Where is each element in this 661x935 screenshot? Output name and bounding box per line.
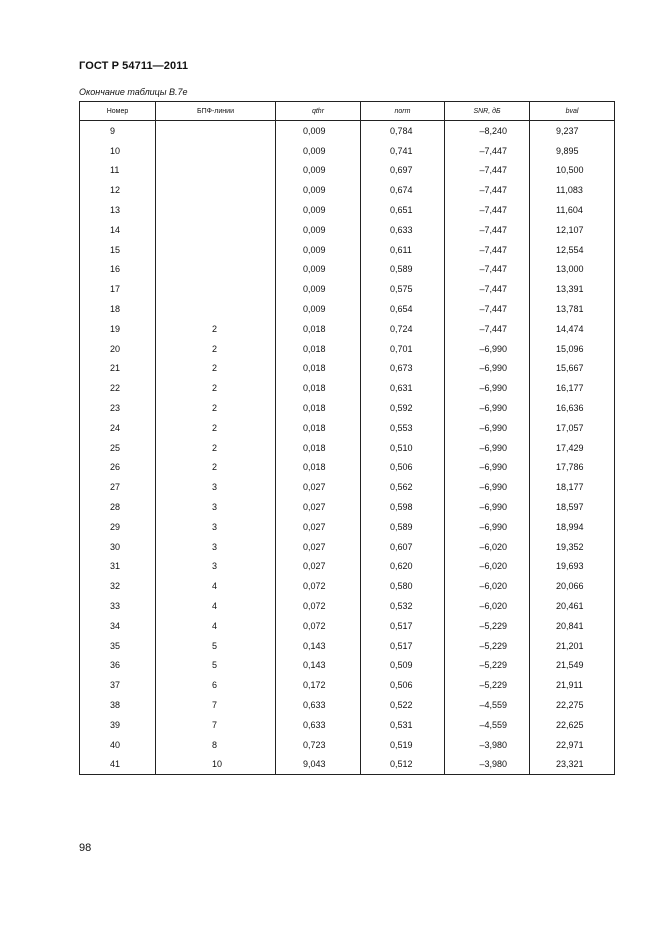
- cell-bval: 21,911: [530, 675, 615, 695]
- table-row: [80, 220, 615, 240]
- column-header-snr: SNR, дБ: [445, 102, 530, 121]
- cell-snr: –6,020: [445, 596, 530, 616]
- table-row: [80, 616, 615, 636]
- cell-norm: 0,784: [361, 121, 445, 141]
- cell-fft-lines: 7: [156, 715, 276, 735]
- cell-snr: –5,229: [445, 675, 530, 695]
- table-row: [80, 260, 615, 280]
- cell-bval: 22,971: [530, 735, 615, 755]
- cell-snr: –7,447: [445, 200, 530, 220]
- cell-fft-lines: 2: [156, 378, 276, 398]
- cell-fft-lines: 3: [156, 557, 276, 577]
- cell-number: 9: [80, 121, 156, 141]
- cell-bval: 16,636: [530, 398, 615, 418]
- cell-fft-lines: 4: [156, 596, 276, 616]
- cell-snr: –6,990: [445, 398, 530, 418]
- cell-snr: –6,020: [445, 576, 530, 596]
- cell-norm: 0,654: [361, 299, 445, 319]
- cell-bval: 11,604: [530, 200, 615, 220]
- table-header-row: [80, 102, 615, 121]
- cell-bval: 22,625: [530, 715, 615, 735]
- cell-bval: 20,461: [530, 596, 615, 616]
- cell-number: 23: [80, 398, 156, 418]
- cell-bval: 22,275: [530, 695, 615, 715]
- cell-qthr: 0,009: [276, 279, 361, 299]
- cell-fft-lines: 4: [156, 576, 276, 596]
- cell-snr: –7,447: [445, 141, 530, 161]
- table-row: [80, 656, 615, 676]
- cell-snr: –7,447: [445, 299, 530, 319]
- cell-snr: –6,990: [445, 517, 530, 537]
- cell-qthr: 0,009: [276, 180, 361, 200]
- cell-qthr: 0,027: [276, 477, 361, 497]
- cell-norm: 0,575: [361, 279, 445, 299]
- cell-number: 24: [80, 418, 156, 438]
- cell-norm: 0,517: [361, 636, 445, 656]
- cell-number: 22: [80, 378, 156, 398]
- cell-snr: –6,990: [445, 497, 530, 517]
- cell-fft-lines: 2: [156, 339, 276, 359]
- cell-number: 35: [80, 636, 156, 656]
- table-row: [80, 695, 615, 715]
- cell-snr: –7,447: [445, 180, 530, 200]
- cell-number: 41: [80, 755, 156, 775]
- cell-number: 33: [80, 596, 156, 616]
- cell-number: 25: [80, 438, 156, 458]
- cell-number: 38: [80, 695, 156, 715]
- table-row: [80, 299, 615, 319]
- cell-qthr: 0,018: [276, 319, 361, 339]
- cell-number: 14: [80, 220, 156, 240]
- cell-number: 12: [80, 180, 156, 200]
- cell-number: 28: [80, 497, 156, 517]
- cell-norm: 0,631: [361, 378, 445, 398]
- table-row: [80, 636, 615, 656]
- cell-number: 10: [80, 141, 156, 161]
- cell-bval: 23,321: [530, 755, 615, 775]
- cell-snr: –5,229: [445, 616, 530, 636]
- cell-bval: 9,895: [530, 141, 615, 161]
- cell-number: 18: [80, 299, 156, 319]
- cell-norm: 0,620: [361, 557, 445, 577]
- cell-qthr: 0,018: [276, 339, 361, 359]
- table-row: [80, 596, 615, 616]
- cell-snr: –7,447: [445, 319, 530, 339]
- cell-bval: 20,066: [530, 576, 615, 596]
- cell-fft-lines: 2: [156, 458, 276, 478]
- cell-number: 34: [80, 616, 156, 636]
- table-row: [80, 240, 615, 260]
- table-body: [80, 121, 615, 775]
- cell-qthr: 0,633: [276, 695, 361, 715]
- cell-bval: 10,500: [530, 161, 615, 181]
- cell-bval: 17,057: [530, 418, 615, 438]
- column-header-number: Номер: [80, 102, 156, 121]
- cell-norm: 0,517: [361, 616, 445, 636]
- table-row: [80, 438, 615, 458]
- table-row: [80, 537, 615, 557]
- cell-norm: 0,562: [361, 477, 445, 497]
- cell-bval: 13,000: [530, 260, 615, 280]
- cell-norm: 0,580: [361, 576, 445, 596]
- cell-number: 40: [80, 735, 156, 755]
- cell-number: 32: [80, 576, 156, 596]
- cell-bval: 15,667: [530, 359, 615, 379]
- cell-norm: 0,589: [361, 260, 445, 280]
- cell-norm: 0,611: [361, 240, 445, 260]
- cell-fft-lines: 4: [156, 616, 276, 636]
- cell-fft-lines: [156, 220, 276, 240]
- cell-qthr: 0,072: [276, 576, 361, 596]
- cell-norm: 0,701: [361, 339, 445, 359]
- cell-snr: –6,990: [445, 418, 530, 438]
- cell-snr: –6,990: [445, 438, 530, 458]
- cell-qthr: 0,027: [276, 557, 361, 577]
- cell-fft-lines: [156, 260, 276, 280]
- cell-norm: 0,506: [361, 675, 445, 695]
- cell-qthr: 0,018: [276, 438, 361, 458]
- cell-snr: –6,020: [445, 537, 530, 557]
- cell-qthr: 0,009: [276, 141, 361, 161]
- cell-bval: 18,597: [530, 497, 615, 517]
- cell-bval: 16,177: [530, 378, 615, 398]
- cell-qthr: 0,072: [276, 596, 361, 616]
- cell-bval: 18,994: [530, 517, 615, 537]
- data-table: [79, 101, 615, 775]
- table-row: [80, 398, 615, 418]
- cell-fft-lines: [156, 121, 276, 141]
- cell-qthr: 0,143: [276, 636, 361, 656]
- table-caption: Окончание таблицы В.7е: [79, 87, 188, 97]
- cell-bval: 13,391: [530, 279, 615, 299]
- cell-snr: –6,020: [445, 557, 530, 577]
- cell-fft-lines: [156, 141, 276, 161]
- cell-norm: 0,531: [361, 715, 445, 735]
- cell-qthr: 0,633: [276, 715, 361, 735]
- cell-number: 17: [80, 279, 156, 299]
- cell-norm: 0,589: [361, 517, 445, 537]
- table-row: [80, 517, 615, 537]
- cell-bval: 15,096: [530, 339, 615, 359]
- cell-norm: 0,553: [361, 418, 445, 438]
- cell-qthr: 0,172: [276, 675, 361, 695]
- cell-qthr: 0,018: [276, 359, 361, 379]
- cell-fft-lines: [156, 180, 276, 200]
- column-header-bval: bval: [530, 102, 615, 121]
- cell-bval: 11,083: [530, 180, 615, 200]
- cell-norm: 0,522: [361, 695, 445, 715]
- cell-snr: –5,229: [445, 636, 530, 656]
- cell-qthr: 0,723: [276, 735, 361, 755]
- document-header: ГОСТ Р 54711—2011: [79, 60, 189, 72]
- cell-number: 11: [80, 161, 156, 181]
- cell-bval: 13,781: [530, 299, 615, 319]
- cell-fft-lines: 6: [156, 675, 276, 695]
- cell-qthr: 0,009: [276, 161, 361, 181]
- cell-bval: 21,549: [530, 656, 615, 676]
- table-row: [80, 735, 615, 755]
- cell-qthr: 0,018: [276, 398, 361, 418]
- cell-norm: 0,510: [361, 438, 445, 458]
- table-row: [80, 279, 615, 299]
- cell-qthr: 0,009: [276, 121, 361, 141]
- cell-fft-lines: 3: [156, 537, 276, 557]
- cell-fft-lines: 2: [156, 398, 276, 418]
- cell-qthr: 0,009: [276, 200, 361, 220]
- cell-fft-lines: 8: [156, 735, 276, 755]
- cell-snr: –7,447: [445, 279, 530, 299]
- cell-fft-lines: 5: [156, 636, 276, 656]
- cell-norm: 0,633: [361, 220, 445, 240]
- cell-fft-lines: [156, 240, 276, 260]
- table-row: [80, 418, 615, 438]
- cell-bval: 14,474: [530, 319, 615, 339]
- table-row: [80, 339, 615, 359]
- cell-snr: –6,990: [445, 458, 530, 478]
- table-row: [80, 141, 615, 161]
- table-row: [80, 121, 615, 141]
- cell-bval: 17,786: [530, 458, 615, 478]
- cell-snr: –3,980: [445, 735, 530, 755]
- cell-fft-lines: 2: [156, 418, 276, 438]
- cell-fft-lines: 2: [156, 319, 276, 339]
- cell-norm: 0,724: [361, 319, 445, 339]
- cell-snr: –4,559: [445, 715, 530, 735]
- cell-number: 21: [80, 359, 156, 379]
- cell-number: 39: [80, 715, 156, 735]
- column-header-qthr: qthr: [276, 102, 361, 121]
- cell-norm: 0,519: [361, 735, 445, 755]
- cell-norm: 0,607: [361, 537, 445, 557]
- cell-qthr: 0,018: [276, 418, 361, 438]
- cell-number: 30: [80, 537, 156, 557]
- cell-fft-lines: 7: [156, 695, 276, 715]
- cell-qthr: 0,143: [276, 656, 361, 676]
- page-number: 98: [79, 842, 92, 854]
- cell-number: 19: [80, 319, 156, 339]
- cell-qthr: 0,018: [276, 458, 361, 478]
- cell-norm: 0,506: [361, 458, 445, 478]
- cell-bval: 20,841: [530, 616, 615, 636]
- cell-snr: –8,240: [445, 121, 530, 141]
- cell-norm: 0,598: [361, 497, 445, 517]
- cell-bval: 17,429: [530, 438, 615, 458]
- cell-number: 26: [80, 458, 156, 478]
- cell-number: 13: [80, 200, 156, 220]
- table-row: [80, 359, 615, 379]
- table-row: [80, 378, 615, 398]
- cell-number: 29: [80, 517, 156, 537]
- cell-fft-lines: 10: [156, 755, 276, 775]
- cell-norm: 0,651: [361, 200, 445, 220]
- cell-fft-lines: [156, 299, 276, 319]
- table-row: [80, 458, 615, 478]
- cell-norm: 0,674: [361, 180, 445, 200]
- cell-qthr: 0,009: [276, 260, 361, 280]
- cell-snr: –7,447: [445, 240, 530, 260]
- cell-snr: –7,447: [445, 220, 530, 240]
- cell-number: 20: [80, 339, 156, 359]
- cell-norm: 0,697: [361, 161, 445, 181]
- cell-norm: 0,509: [361, 656, 445, 676]
- cell-norm: 0,512: [361, 755, 445, 775]
- cell-fft-lines: 2: [156, 359, 276, 379]
- cell-bval: 19,352: [530, 537, 615, 557]
- table-row: [80, 161, 615, 181]
- cell-qthr: 0,009: [276, 299, 361, 319]
- cell-qthr: 9,043: [276, 755, 361, 775]
- cell-norm: 0,532: [361, 596, 445, 616]
- cell-bval: 12,554: [530, 240, 615, 260]
- cell-snr: –3,980: [445, 755, 530, 775]
- cell-norm: 0,673: [361, 359, 445, 379]
- cell-norm: 0,592: [361, 398, 445, 418]
- cell-qthr: 0,009: [276, 220, 361, 240]
- cell-snr: –6,990: [445, 359, 530, 379]
- cell-qthr: 0,027: [276, 517, 361, 537]
- cell-qthr: 0,009: [276, 240, 361, 260]
- column-header-fft-lines: БПФ-линии: [156, 102, 276, 121]
- cell-bval: 18,177: [530, 477, 615, 497]
- table-row: [80, 200, 615, 220]
- cell-snr: –7,447: [445, 161, 530, 181]
- cell-number: 16: [80, 260, 156, 280]
- cell-snr: –4,559: [445, 695, 530, 715]
- cell-fft-lines: 3: [156, 477, 276, 497]
- table-row: [80, 319, 615, 339]
- cell-snr: –6,990: [445, 477, 530, 497]
- cell-snr: –5,229: [445, 656, 530, 676]
- table-row: [80, 180, 615, 200]
- cell-number: 37: [80, 675, 156, 695]
- cell-fft-lines: [156, 161, 276, 181]
- cell-norm: 0,741: [361, 141, 445, 161]
- table-row: [80, 497, 615, 517]
- cell-qthr: 0,018: [276, 378, 361, 398]
- cell-number: 27: [80, 477, 156, 497]
- table-row: [80, 755, 615, 775]
- cell-snr: –6,990: [445, 378, 530, 398]
- column-header-norm: norm: [361, 102, 445, 121]
- table-row: [80, 715, 615, 735]
- cell-number: 15: [80, 240, 156, 260]
- cell-fft-lines: 3: [156, 497, 276, 517]
- cell-snr: –7,447: [445, 260, 530, 280]
- cell-bval: 21,201: [530, 636, 615, 656]
- cell-fft-lines: [156, 279, 276, 299]
- cell-qthr: 0,027: [276, 497, 361, 517]
- cell-number: 36: [80, 656, 156, 676]
- table-row: [80, 675, 615, 695]
- cell-snr: –6,990: [445, 339, 530, 359]
- cell-bval: 9,237: [530, 121, 615, 141]
- cell-fft-lines: 2: [156, 438, 276, 458]
- cell-number: 31: [80, 557, 156, 577]
- cell-bval: 19,693: [530, 557, 615, 577]
- cell-fft-lines: 3: [156, 517, 276, 537]
- cell-fft-lines: 5: [156, 656, 276, 676]
- cell-qthr: 0,072: [276, 616, 361, 636]
- table-row: [80, 576, 615, 596]
- cell-bval: 12,107: [530, 220, 615, 240]
- cell-fft-lines: [156, 200, 276, 220]
- table-row: [80, 557, 615, 577]
- table-row: [80, 477, 615, 497]
- cell-qthr: 0,027: [276, 537, 361, 557]
